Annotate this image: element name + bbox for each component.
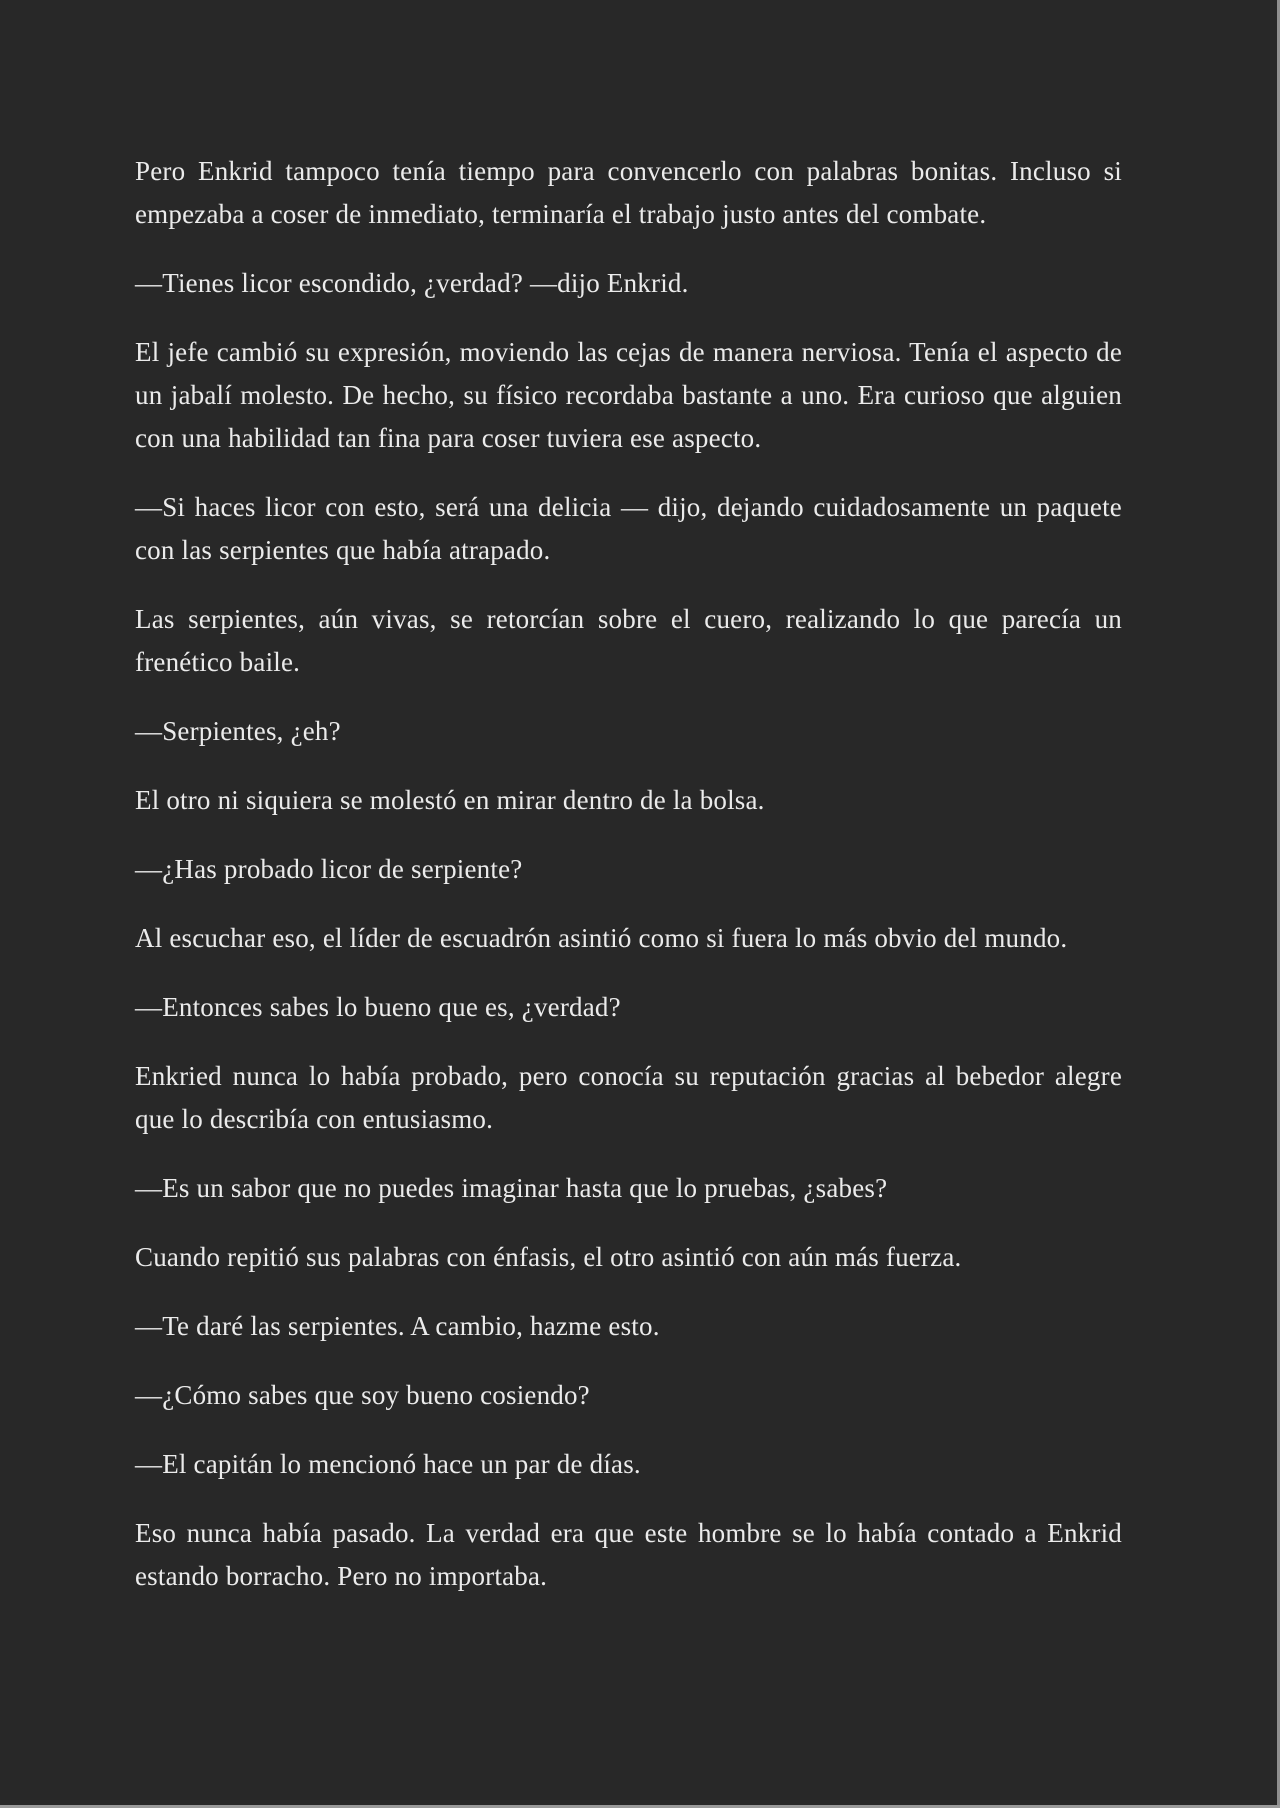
paragraph-3: El jefe cambió su expresión, moviendo las cejas de manera nerviosa. Tenía el aspecto de un jabalí molesto. De hecho, su físico recordaba bastante a uno. Era curioso que alguien con una habilidad tan fina para coser tuviera ese aspecto. <box>135 337 1122 453</box>
paragraph-1: Pero Enkrid tampoco tenía tiempo para convencerlo con palabras bonitas. Incluso si empezaba a coser de inmediato, terminaría el trabajo justo antes del combate. <box>135 156 1122 229</box>
paragraph-12: —Es un sabor que no puedes imaginar hasta que lo pruebas, ¿sabes? <box>135 1173 888 1203</box>
paragraph-16: —El capitán lo mencionó hace un par de días. <box>135 1449 641 1479</box>
paragraph-4: —Si haces licor con esto, será una delicia — dijo, dejando cuidadosamente un paquete con las serpientes que había atrapado. <box>135 492 1122 565</box>
text-column <box>135 150 1122 1624</box>
paragraph-13: Cuando repitió sus palabras con énfasis, el otro asintió con aún más fuerza. <box>135 1242 962 1272</box>
paragraph-9: Al escuchar eso, el líder de escuadrón asintió como si fuera lo más obvio del mundo. <box>135 923 1068 953</box>
paragraph-14: —Te daré las serpientes. A cambio, hazme esto. <box>135 1311 660 1341</box>
paragraph-11: Enkried nunca lo había probado, pero conocía su reputación gracias al bebedor alegre que lo describía con entusiasmo. <box>135 1061 1122 1134</box>
paragraph-2: —Tienes licor escondido, ¿verdad? —dijo Enkrid. <box>135 268 689 298</box>
paragraph-6: —Serpientes, ¿eh? <box>135 716 341 746</box>
paragraph-8: —¿Has probado licor de serpiente? <box>135 854 523 884</box>
paragraph-17: Eso nunca había pasado. La verdad era que este hombre se lo había contado a Enkrid estando borracho. Pero no importaba. <box>135 1518 1122 1591</box>
paragraph-5: Las serpientes, aún vivas, se retorcían sobre el cuero, realizando lo que parecía un frenético baile. <box>135 604 1122 677</box>
paragraph-7: El otro ni siquiera se molestó en mirar dentro de la bolsa. <box>135 785 765 815</box>
paragraph-15: —¿Cómo sabes que soy bueno cosiendo? <box>135 1380 590 1410</box>
paragraph-10: —Entonces sabes lo bueno que es, ¿verdad? <box>135 992 621 1022</box>
